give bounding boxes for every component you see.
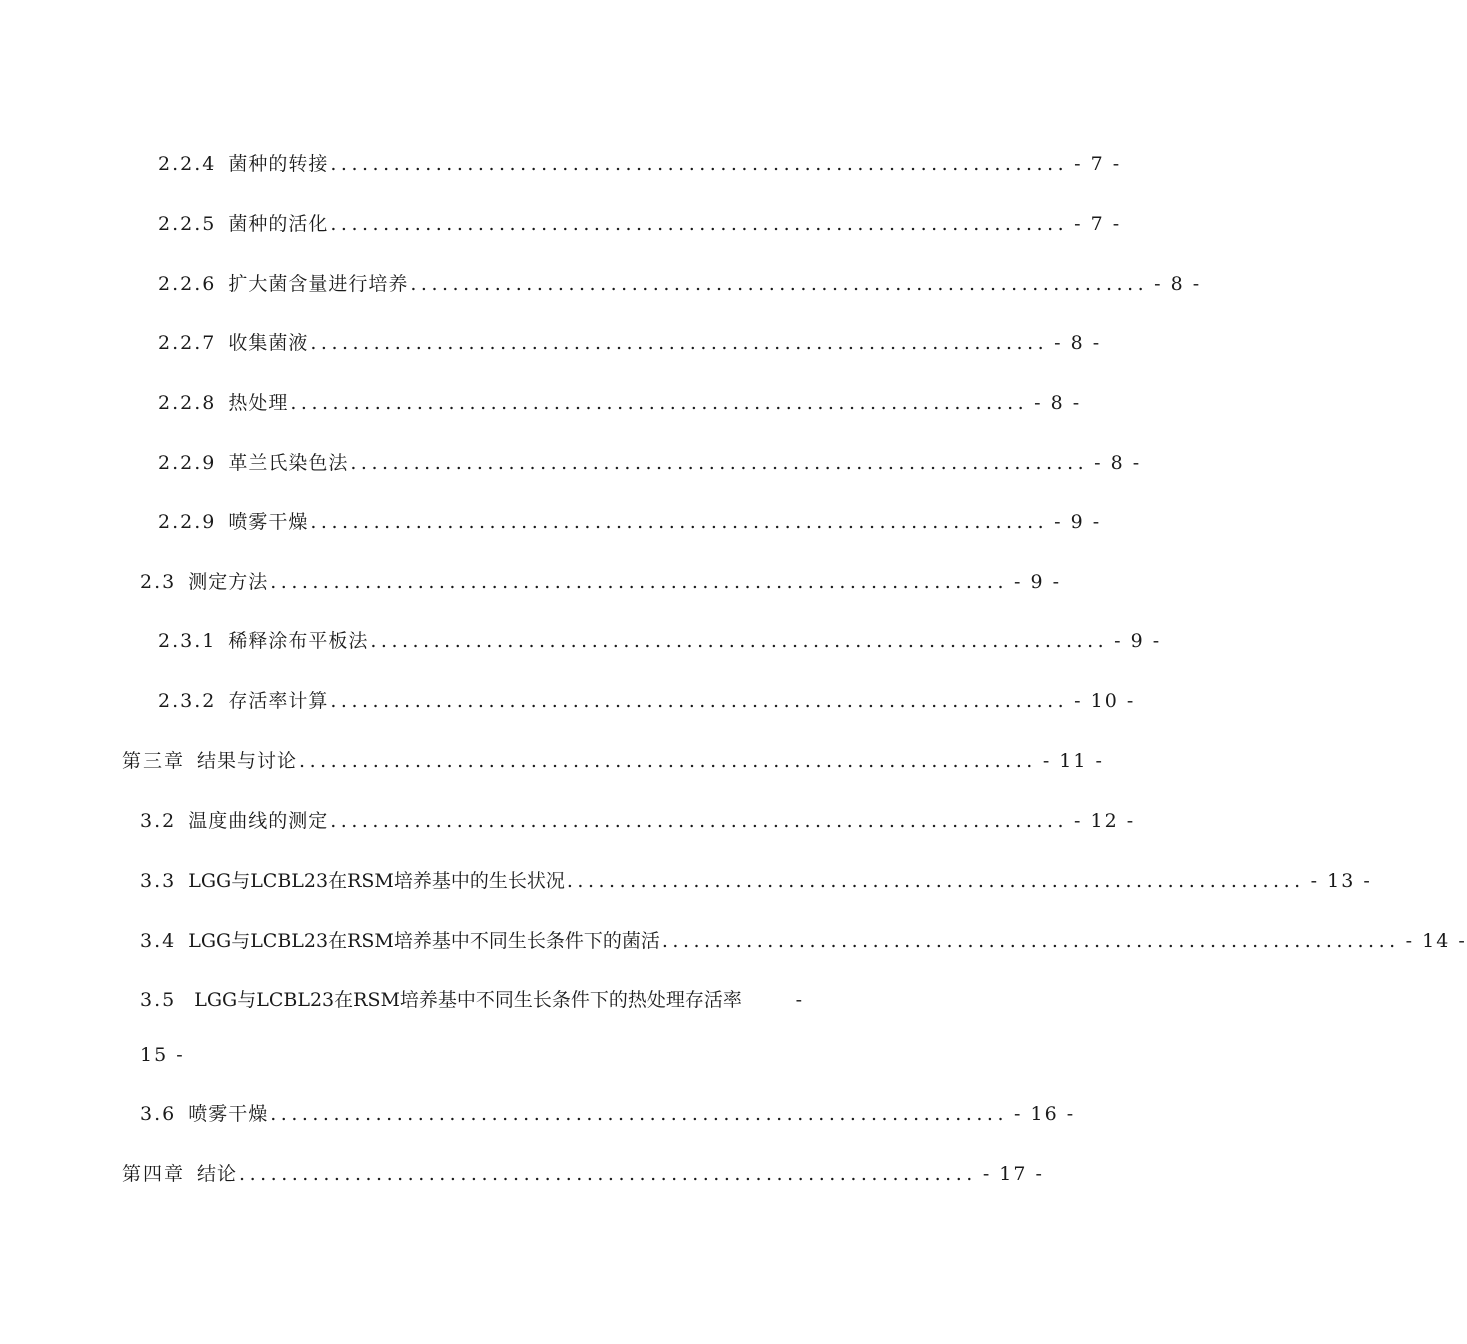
toc-page-number: - 12 - [1074,810,1136,832]
toc-title: LGG与LCBL23在RSM培养基中不同生长条件下的热处理存活率 [194,989,742,1011]
toc-leader-dots: ...................................................................... [310,511,1049,533]
toc-entry-2-2-5[interactable] [158,209,1122,239]
toc-entry-2-2-7[interactable] [158,328,1102,358]
toc-leader-dots: ...................................................................... [330,213,1069,235]
toc-entry-2-2-9-gram[interactable] [158,448,1142,478]
toc-page-number: - 9 - [1054,511,1102,533]
toc-title: LGG与LCBL23在RSM培养基中不同生长条件下的菌活 [188,930,660,952]
toc-number: 2.2.7 [158,332,217,354]
toc-leader-dots: ...................................................................... [330,810,1069,832]
toc-entry-2-2-4[interactable] [158,149,1122,179]
toc-entry-2-3-2[interactable] [158,686,1136,716]
toc-title: LGG与LCBL23在RSM培养基中的生长状况 [188,870,565,892]
toc-entry-3-3[interactable] [140,866,1372,896]
toc-entry-2-3[interactable] [140,567,1062,597]
toc-leader-dots: ...................................................................... [299,750,1037,772]
toc-page-number: - 17 - [982,1163,1044,1185]
toc-leader-dots: ...................................................................... [661,930,1400,952]
toc-page-number: - 9 - [1114,630,1162,652]
toc-page-number: - 13 - [1310,870,1372,892]
toc-number: 2.2.9 [158,452,217,474]
toc-leader-dots: ...................................................................... [566,870,1305,892]
toc-title: 收集菌液 [228,332,309,354]
toc-leader-dots: ...................................................................... [270,571,1009,593]
toc-number: 2.2.4 [158,153,217,175]
toc-number: 3.3 [140,870,177,892]
toc-title: 温度曲线的测定 [188,810,329,832]
toc-page-number: - 11 - [1042,750,1104,772]
toc-number: 2.2.5 [158,213,217,235]
toc-page-dash: - [795,989,802,1011]
toc-number: 3.2 [140,810,177,832]
toc-page-number: - 8 - [1054,332,1102,354]
toc-number: 2.3.2 [158,690,217,712]
toc-entry-3-6[interactable] [140,1099,1076,1129]
toc-page-number: - 7 - [1074,153,1122,175]
toc-number: 2.2.8 [158,392,217,414]
toc-entry-3-5[interactable] [140,985,802,1015]
toc-title: 热处理 [228,392,289,414]
toc-page-number: - 9 - [1014,571,1062,593]
toc-entry-3-5-page[interactable] [140,1040,185,1070]
toc-number: 3.4 [140,930,177,952]
toc-leader-dots: ...................................................................... [239,1163,977,1185]
toc-number: 2.3.1 [158,630,217,652]
toc-title: 扩大菌含量进行培养 [228,273,409,295]
toc-title: 喷雾干燥 [188,1103,269,1125]
toc-title: 存活率计算 [228,690,329,712]
toc-number: 3.6 [140,1103,177,1125]
toc-number: 3.5 [140,989,177,1011]
toc-number: 第四章 [122,1163,186,1185]
toc-leader-dots: ...................................................................... [330,153,1069,175]
toc-number: 第三章 [122,750,186,772]
toc-page-number: - 14 - [1405,930,1467,952]
toc-leader-dots: ...................................................................... [290,392,1029,414]
toc-leader-dots: ...................................................................... [310,332,1049,354]
toc-entry-2-2-6[interactable] [158,269,1202,299]
toc-number: 2.2.6 [158,273,217,295]
toc-entry-chapter-4[interactable] [122,1159,1044,1189]
toc-title: 菌种的活化 [228,213,329,235]
toc-entry-3-2[interactable] [140,806,1136,836]
toc-page-number: - 8 - [1154,273,1202,295]
toc-number: 2.2.9 [158,511,217,533]
toc-page-number: - 16 - [1014,1103,1076,1125]
toc-entry-3-4[interactable] [140,926,1467,956]
toc-page-number: - 8 - [1034,392,1082,414]
toc-entry-2-3-1[interactable] [158,626,1162,656]
toc-leader-dots: ...................................................................... [370,630,1109,652]
toc-title: 革兰氏染色法 [228,452,349,474]
toc-page-number: - 10 - [1074,690,1136,712]
toc-title: 结论 [197,1163,238,1185]
toc-title: 菌种的转接 [228,153,329,175]
toc-page-number: 15 - [140,1044,185,1066]
toc-leader-dots: ...................................................................... [410,273,1149,295]
toc-entry-2-2-8[interactable] [158,388,1082,418]
toc-title: 稀释涂布平板法 [228,630,369,652]
toc-number: 2.3 [140,571,177,593]
toc-leader-dots: ...................................................................... [350,452,1089,474]
toc-page-number: - 8 - [1094,452,1142,474]
toc-leader-dots: ...................................................................... [270,1103,1009,1125]
toc-entry-chapter-3[interactable] [122,746,1104,776]
toc-leader-dots: ...................................................................... [330,690,1069,712]
toc-entry-2-2-9-spray[interactable] [158,507,1102,537]
toc-title: 喷雾干燥 [228,511,309,533]
toc-title: 结果与讨论 [197,750,298,772]
toc-title: 测定方法 [188,571,269,593]
toc-page-number: - 7 - [1074,213,1122,235]
